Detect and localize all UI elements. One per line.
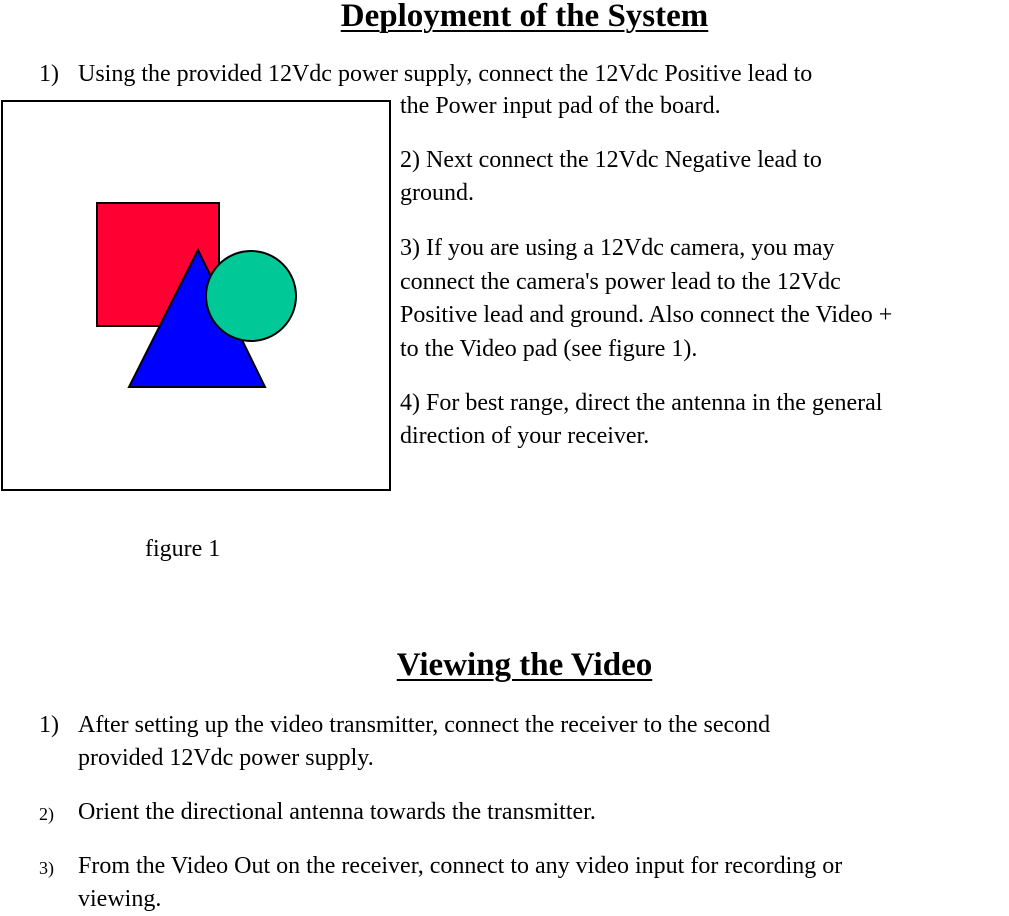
deployment-step4-line1: 4) For best range, direct the antenna in the general (400, 390, 883, 416)
deployment-step4-line2: direction of your receiver. (400, 423, 650, 449)
deployment-step1-line1: Using the provided 12Vdc power supply, connect the 12Vdc Positive lead to (78, 61, 813, 87)
viewing-step1-number: 1) (39, 712, 59, 738)
viewing-step1-line1: After setting up the video transmitter, connect the receiver to the second (78, 712, 771, 738)
figure-1-shapes (3, 102, 389, 489)
viewing-step1-line2: provided 12Vdc power supply. (78, 745, 374, 771)
viewing-step3-line2: viewing. (78, 886, 162, 912)
deployment-heading: Deployment of the System (340, 0, 709, 34)
viewing-step2-text: Orient the directional antenna towards the transmitter. (78, 799, 596, 825)
viewing-step3-number: 3) (39, 858, 54, 878)
green-circle-shape (206, 251, 296, 341)
deployment-step1-number: 1) (39, 61, 59, 87)
deployment-step2-line2: ground. (400, 180, 474, 206)
figure-caption: figure 1 (145, 536, 221, 562)
deployment-step1-line2: the Power input pad of the board. (400, 93, 721, 119)
deployment-step3-line3: Positive lead and ground. Also connect the Video + (400, 302, 893, 328)
deployment-step3-line2: connect the camera's power lead to the 12Vdc (400, 269, 841, 295)
viewing-heading: Viewing the Video (396, 647, 653, 683)
viewing-step2-number: 2) (39, 804, 54, 824)
viewing-step3-line1: From the Video Out on the receiver, connect to any video input for recording or (78, 853, 843, 879)
figure-1-diagram (1, 100, 391, 491)
deployment-step3-line4: to the Video pad (see figure 1). (400, 336, 698, 362)
deployment-step2-line1: 2) Next connect the 12Vdc Negative lead to (400, 147, 822, 173)
deployment-step3-line1: 3) If you are using a 12Vdc camera, you may (400, 235, 835, 261)
